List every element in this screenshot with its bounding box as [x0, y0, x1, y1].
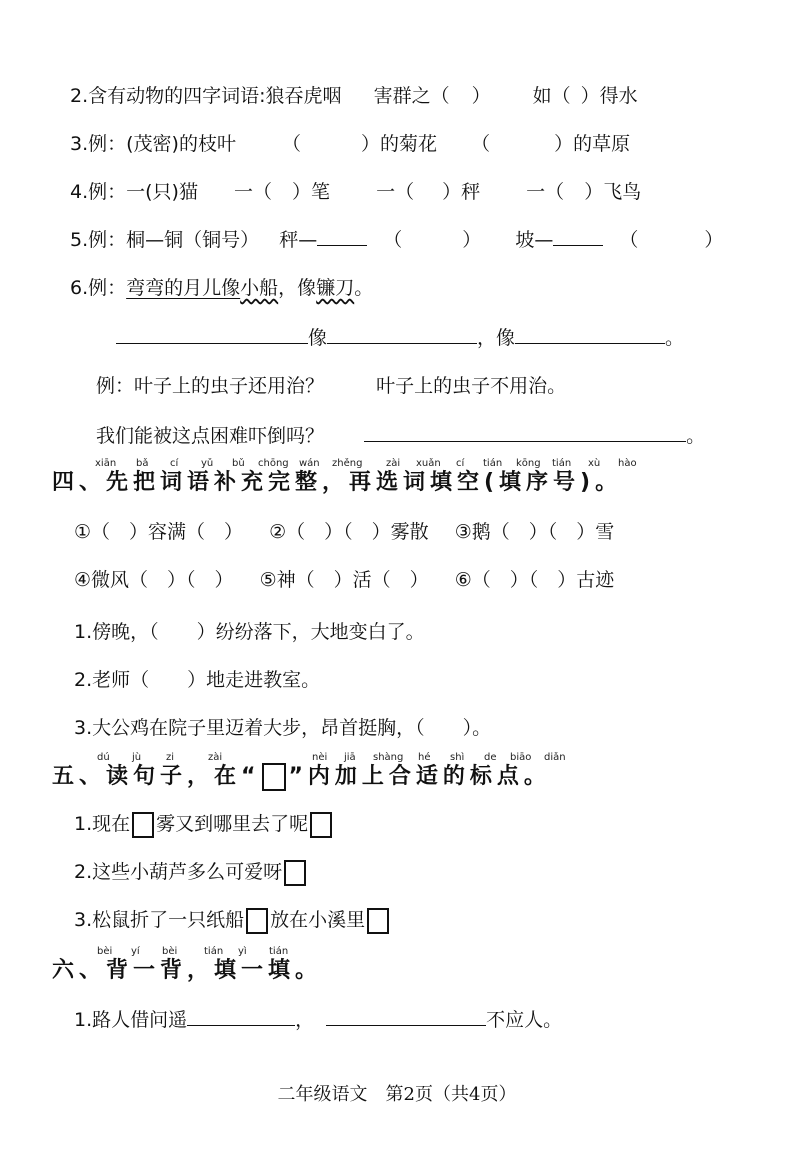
- sec5-question-1: 1.现在 雾又到哪里去了呢: [74, 810, 334, 838]
- q3-line-6-answer: 像 ，像 。: [116, 324, 684, 352]
- sec5-question-3: 3.松鼠折了一只纸船 放在小溪里: [74, 906, 391, 934]
- answer-blank[interactable]: [326, 1007, 486, 1026]
- answer-blank[interactable]: [553, 227, 603, 246]
- sec4-row-1: ①（ ）容满（ ） ②（ ）（ ）雾散 ③鹅（ ）（ ）雪: [74, 521, 615, 543]
- q3-line-3: 3.例：(茂密)的枝叶 （ ）的菊花 （ ）的草原: [70, 133, 631, 155]
- section-6-title: 六、背一背，填一填。: [52, 958, 323, 983]
- punctuation-box[interactable]: [132, 812, 154, 838]
- sec5-question-2: 2.这些小葫芦多么可爱呀: [74, 858, 308, 886]
- sec6-question-1: 1.路人借问遥 ， 不应人。: [74, 1009, 563, 1031]
- q3-line-8: 我们能被这点困难吓倒吗？ 。: [96, 425, 706, 447]
- section-4-pinyin: xiān bǎ cí yǔ bǔ chōng wán zhěng zài xuǎn cí tián kōng tián xù hào: [95, 458, 637, 469]
- sec4-row-2: ④微风（ ）（ ） ⑤神（ ）活（ ） ⑥（ ）（ ）古迹: [74, 569, 615, 591]
- section-5-title: 五、读句子，在“ ”内加上合适的标点。: [52, 764, 551, 789]
- punctuation-box[interactable]: [284, 860, 306, 886]
- punctuation-box[interactable]: [246, 908, 268, 934]
- sec4-question-3: 3.大公鸡在院子里迈着大步，昂首挺胸，（ ）。: [74, 717, 492, 739]
- answer-blank[interactable]: [327, 325, 477, 344]
- answer-blank[interactable]: [187, 1007, 295, 1026]
- punctuation-box[interactable]: [310, 812, 332, 838]
- sec4-question-1: 1.傍晚，（ ）纷纷落下，大地变白了。: [74, 621, 425, 643]
- sec4-question-2: 2.老师（ ）地走进教室。: [74, 669, 321, 691]
- q3-line-2: 2.含有动物的四字词语:狼吞虎咽 害群之（ ） 如（ ）得水: [70, 85, 638, 107]
- answer-blank[interactable]: [364, 423, 686, 442]
- section-4-title: 四、先把词语补充完整，再选词填空(填序号)。: [52, 470, 623, 495]
- answer-blank[interactable]: [515, 325, 665, 344]
- punctuation-box-sample: [262, 763, 286, 791]
- page-footer: 二年级语文 第2页（共4页）: [277, 1084, 517, 1105]
- section-6-pinyin: bèi yí bèi tián yì tián: [97, 946, 289, 957]
- punctuation-box[interactable]: [367, 908, 389, 934]
- section-5-pinyin: dú jù zi zài nèi jiā shàng hé shì de biāo diǎn: [97, 752, 566, 763]
- q3-line-7: 例：叶子上的虫子还用治？ 叶子上的虫子不用治。: [96, 375, 567, 397]
- answer-blank[interactable]: [116, 325, 308, 344]
- answer-blank[interactable]: [317, 227, 367, 246]
- q3-line-4: 4.例：一(只)猫 一（ ）笔 一（ ）秤 一（ ）飞鸟: [70, 181, 642, 203]
- q3-line-5: 5.例：桐—铜（铜号） 秤— （ ） 坡— （ ）: [70, 229, 724, 251]
- q3-line-6: 6.例：弯弯的月儿像小船，像镰刀。: [70, 277, 374, 299]
